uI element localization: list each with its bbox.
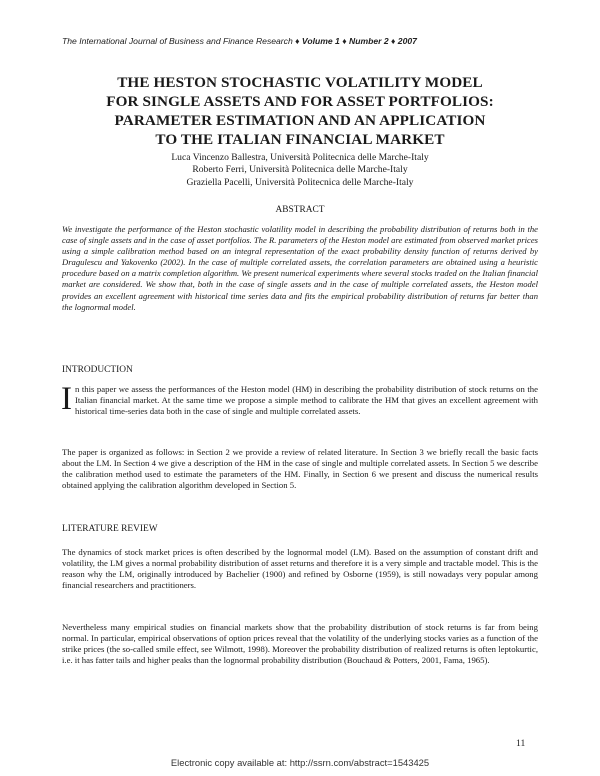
year-label: 2007 xyxy=(397,36,417,46)
separator-diamond: ♦ xyxy=(391,36,396,46)
title-line: FOR SINGLE ASSETS AND FOR ASSET PORTFOLIOS: xyxy=(106,93,494,110)
title-line: TO THE ITALIAN FINANCIAL MARKET xyxy=(155,131,445,148)
number-label: Number 2 xyxy=(348,36,389,46)
introduction-paragraph-2: The paper is organized as follows: in Section 2 we provide a review of related literature. In Section 3 we briefly recall the basic facts about the LM. In Section 4 we give a description of the HM in the case of single and multiple correlated assets. In Section 5 we describe the calibration method used to estimate the parameters of the HM. Finally, in Section 6 we present and discuss the numerical results obtained applying the calibration algorithm developed in Section 5. xyxy=(62,447,538,491)
author-list xyxy=(60,152,540,189)
author-line: Luca Vincenzo Ballestra, Università Politecnica delle Marche-Italy xyxy=(171,152,429,163)
volume-label: Volume 1 xyxy=(301,36,340,46)
separator-diamond: ♦ xyxy=(295,36,300,46)
introduction-heading: INTRODUCTION xyxy=(62,365,133,375)
introduction-paragraph-1 xyxy=(61,381,538,417)
introduction-paragraph-1-text: n this paper we assess the performances of the Heston model (HM) in describing the probability distribution of stock returns on the Italian financial market. At the same time we propose a simple method to calibrate the HM that gives an excellent agreement with historical time-series data both in the case of single and multiple correlated assets. xyxy=(75,384,538,417)
footer-ssrn-notice: Electronic copy available at: http://ssrn.com/abstract=1543425 xyxy=(170,757,430,768)
running-head xyxy=(62,36,542,46)
author-line: Roberto Ferri, Università Politecnica delle Marche-Italy xyxy=(192,164,408,176)
paper-title xyxy=(60,73,540,149)
journal-name: The International Journal of Business and Finance Research xyxy=(62,36,293,46)
drop-cap: I xyxy=(61,381,72,417)
literature-review-heading: LITERATURE REVIEW xyxy=(62,524,158,534)
abstract-heading: ABSTRACT xyxy=(275,205,325,215)
separator-diamond: ♦ xyxy=(342,36,347,46)
literature-review-paragraph-2: Nevertheless many empirical studies on financial markets show that the probability distribution of stock returns is far from being normal. In particular, empirical observations of option prices reveal that the volatility of the underlying stocks varies as a function of the strike prices (the so-called smile effect, see Wilmott, 1998). Moreover the probability distribution of realized returns is often leptokurtic, i.e. it has fatter tails and higher peaks than the lognormal probability distribution (Bouchaud & Potters, 2001, Fama, 1965). xyxy=(62,622,538,666)
title-line: THE HESTON STOCHASTIC VOLATILITY MODEL xyxy=(117,74,483,91)
abstract-text: We investigate the performance of the Heston stochastic volatility model in describing the probability distribution of returns both in the case of single assets and in the case of asset portfolios. The R. parameters of the Heston model are estimated from observed market prices using a simple calibration method based on an integral representation of the exact probability density function of returns derived by Dragulescu and Yakovenko (2002). In the case of multiple correlated assets, the correlation parameters are obtained using a heuristic procedure based on a matrix completion algorithm. We present numerical experiments where several stocks traded on the Italian financial market are considered. We show that, both in the case of single assets and in the case of multiple correlated assets, the Heston model provides an excellent agreement with historical time series data and fits the empirical probability distribution of returns far better than the lognormal model. xyxy=(62,224,538,312)
literature-review-paragraph-1: The dynamics of stock market prices is often described by the lognormal model (LM). Based on the assumption of constant drift and volatility, the LM gives a normal probability distribution of asset returns and therefore it is a very simple and tractable model. This is the reason why the LM, originally introduced by Bachelier (1900) and refined by Osborne (1959), is still nowadays very popular among financial researchers and practitioners. xyxy=(62,547,538,591)
page-number: 11 xyxy=(516,738,526,749)
author-line: Graziella Pacelli, Università Politecnica delle Marche-Italy xyxy=(186,176,414,188)
title-line: PARAMETER ESTIMATION AND AN APPLICATION xyxy=(114,112,486,129)
